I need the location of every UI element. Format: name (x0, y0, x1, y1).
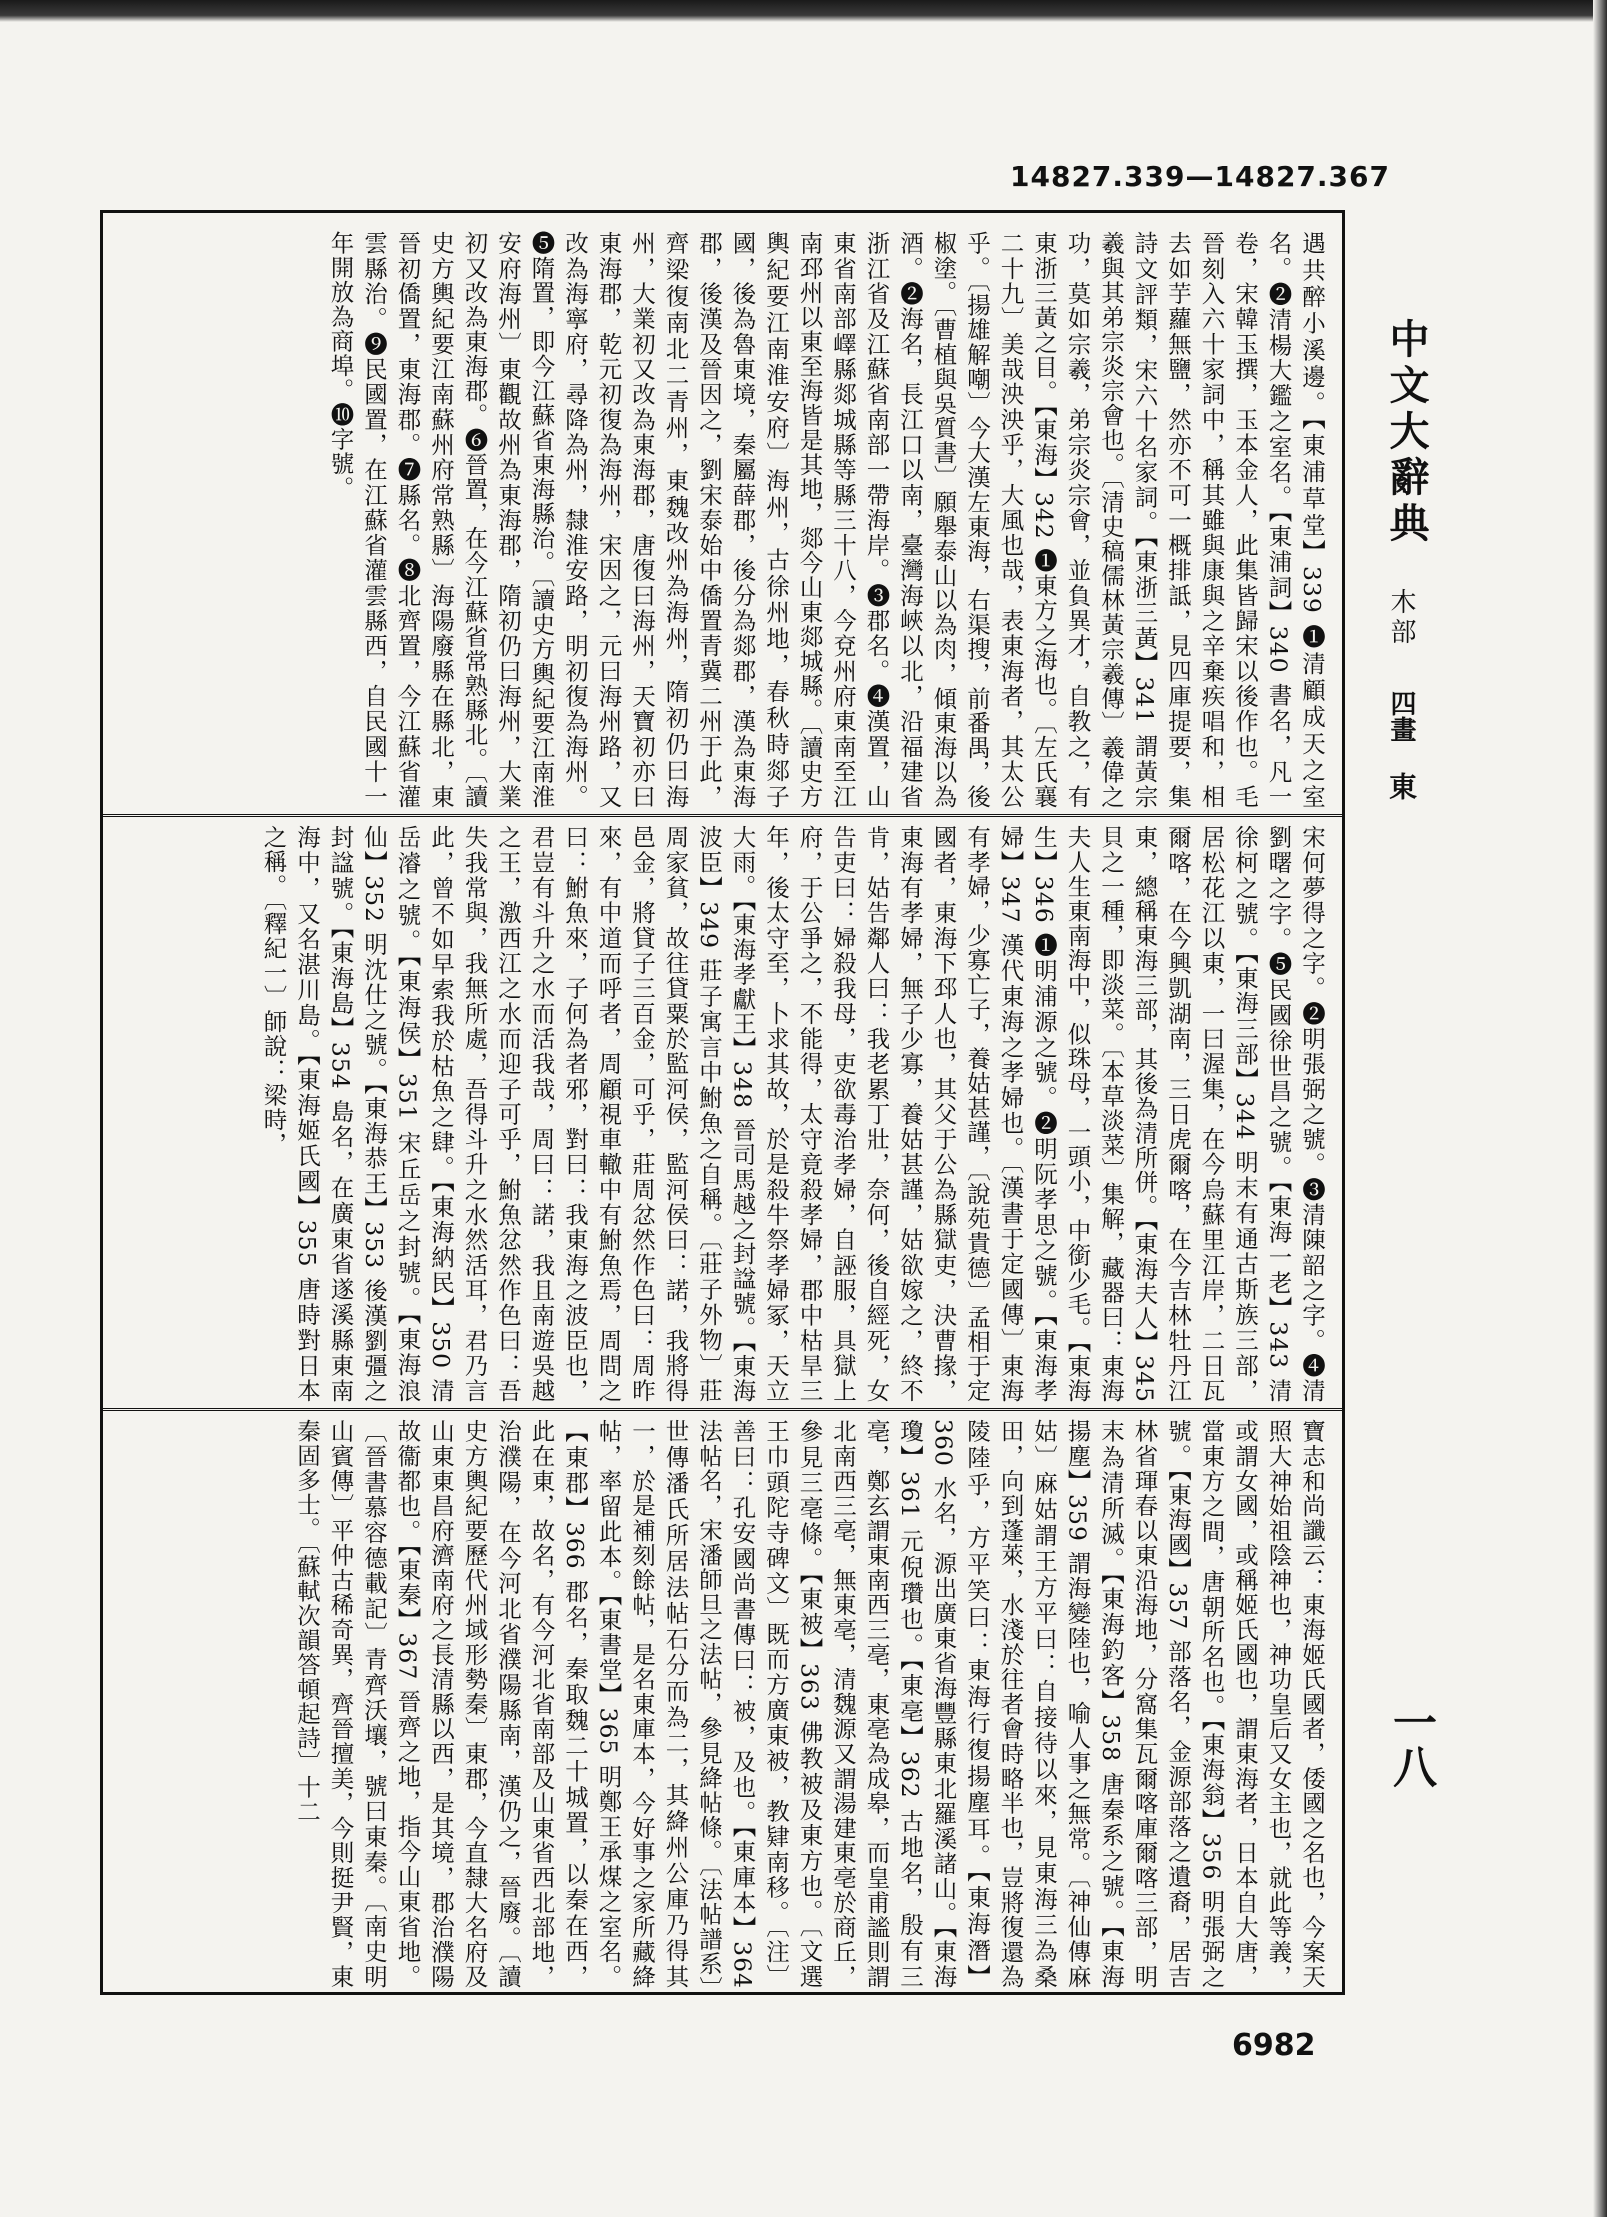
scan-edge-right (1593, 0, 1607, 2217)
book-title: 中文大辭典 (1383, 318, 1430, 548)
band-divider (103, 1408, 1342, 1411)
text-band-bottom: 寶志和尚讖云：東海姬氏國者，倭國之名也，今案天照大神始祖陰神也，神功皇后又女主也，就此等義，或謂女國，或稱姬氏國也，謂東海者，日本自大唐，當東方之間，唐朝所名也。【東海翁】356 明張弼之號。【東海國】357 部落名，金源部落之遺裔，居吉林省琿春以東沿海地，分窩集瓦爾喀庫爾喀三部，明末為清所滅。【東海釣客】358 唐秦系之號。【東海揚塵】359 謂海變陸也，喻人事之無常。〔神仙傳麻姑〕麻姑謂王方平曰：自接待以來，見東海三為桑田，向到蓬萊，水淺於往者會時略半也，豈將復還為陵陸乎，方平笑曰：東海行復揚塵耳。【東海潛】360 水名，源出廣東省海豐縣東北羅溪諸山。【東海瓊】361 元倪瓚也。【東亳】362 古地名，殷有三亳，鄭玄謂東南西三亳，東亳為成皋，而皇甫謐則謂北南西三亳，無東亳，清魏源又謂湯建東亳於商丘，參見三亳條。【東被】363 佛教被及東方也。〔文選王巾頭陀寺碑文〕既而方廣東被，教肄南移。〔注〕善曰：孔安國尚書傳曰：被，及也。【東庫本】364 法帖名，宋潘師旦之法帖，參見絳帖條。〔法帖譜系〕世傳潘氏所居法帖石分而為二，其絳州公庫乃得其一，於是補刻餘帖，是名東庫本，今好事之家所藏絳帖，率留此本。【東書堂】365 明鄭王承煤之室名。【東郡】366 郡名，秦取魏二十城置，以秦在西，此在東，故名，有今河北省南部及山東省西北部地，治濮陽，在今河北省濮陽縣南，漢仍之，晉廢。〔讀史方輿紀要歷代州域形勢秦〕東郡，今直隸大名府及山東東昌府濟南府之長清縣以西，是其境，郡治濮陽故衞都也。【東秦】367 晉齊之地，指今山東省地。〔晉書慕容德載記〕青齊沃壤，號曰東秦。〔南史明山賓傳〕平仲古稀奇異，齊晉擅美，今則挺尹賢，東秦固多士。〔蘇軾次韻答頓起詩〕十二 (293, 1419, 1326, 1989)
band-divider (103, 814, 1342, 817)
head-character: 東 (1385, 772, 1418, 800)
text-band-top: 遇共醉小溪邊。【東浦草堂】339 ❶清顧成天之室名。❷清楊大鑑之室名。【東浦詞】340 書名，凡一卷，宋韓玉撰，玉本金人，此集皆歸宋以後作也。毛晉刻入六十家詞中，稱其雖與康與之辛棄疾唱和，相去如芋蘿無鹽，然亦不可一概排詆，見四庫提要，集詩文評類，宋六十名家詞。【東浙三黃】341 謂黃宗羲與其弟宗炎宗會也。〔清史稿儒林黃宗羲傳〕羲偉之功，莫如宗羲，弟宗炎宗會，並負異才，自教之，有東浙三黃之目。【東海】342 ❶東方之海也。〔左氏襄二十九〕美哉泱泱乎，大風也哉，表東海者，其太公乎。〔揚雄解嘲〕今大漢左東海，右渠搜，前番禺，後椒塗。〔曹植與吳質書〕願舉泰山以為肉，傾東海以為酒。❷海名，長江口以南，臺灣海峽以北，沿福建省浙江省及江蘇省南部一帶海岸。❸郡名。❹漢置，山東省南部嶧縣郯城縣等縣三十八，今兗州府東南至江南邳州以東至海皆是其地，郯今山東郯城縣。〔讀史方輿紀要江南淮安府〕海州，古徐州地，春秋時郯子國，後為魯東境，秦屬薛郡，後分為郯郡，漢為東海郡，後漢及晉因之，劉宋泰始中僑置青冀二州于此，齊梁復南北二青州，東魏改州為海州，隋初仍曰海州，大業初又改為東海郡，唐復曰海州，天寶初亦曰東海郡，乾元初復為海州，宋因之，元曰海州路，又改為海寧府，尋降為州，隸淮安路，明初復為海州。❺隋置，即今江蘇省東海縣治。〔讀史方輿紀要江南淮安府海州〕東觀故州為東海郡，隋初仍曰海州，大業初又改為東海郡。❻晉置，在今江蘇省常熟縣北。〔讀史方輿紀要江南蘇州府常熟縣〕海陽廢縣在縣北，東晉初僑置，東海郡。❼縣名。❽北齊置，今江蘇省灌雲縣治。❾民國置，在江蘇省灌雲縣西，自民國十一年開放為商埠。❿字號。 (326, 231, 1326, 809)
dictionary-frame (100, 210, 1345, 1995)
page-number: 6982 (1232, 2028, 1316, 2063)
page-column-number: 一八 (1385, 1700, 1436, 1788)
scan-edge-top (0, 0, 1607, 22)
radical-label: 木部 (1386, 588, 1416, 648)
entry-range-header: 14827.339—14827.367 (1010, 160, 1390, 193)
text-band-middle: 宋何夢得之字。❷明張弼之號。❸清陳韶之字。❹清劉曙之字。❺民國徐世昌之號。【東海一老】343 清徐柯之號。【東海三部】344 明末有通古斯族三部，居松花江以東，一曰渥集，在今烏蘇里江岸，二日瓦爾喀，在今興凱湖南，三日虎爾喀，在今吉林牡丹江東，總稱東海三部，其後為清所併。【東海夫人】345 貝之一種，即淡菜。〔本草淡菜〕集解，藏器曰：東海夫人生東南海中，似珠母，一頭小，中銜少毛。【東海生】346 ❶明浦源之號。❷明阮孝思之號。【東海孝婦】347 漢代東海之孝婦也。〔漢書于定國傳〕東海有孝婦，少寡亡子，養姑甚謹，〔說苑貴德〕孟相于定國者，東海下邳人也，其父于公為縣獄吏，決曹掾，東海有孝婦，無子少寡，養姑甚謹，姑欲嫁之，終不肯，姑告鄰人曰：我老累丁壯，奈何，後自經死，女告吏曰：婦殺我母，吏欲毒治孝婦，自誣服，具獄上府，于公爭之，不能得，太守竟殺孝婦，郡中枯旱三年，後太守至，卜求其故，於是殺牛祭孝婦冢，天立大雨。【東海孝獻王】348 晉司馬越之封諡號。【東海波臣】349 莊子寓言中鮒魚之自稱。〔莊子外物〕莊周家貧，故往貸粟於監河侯，監河侯曰：諾，我將得邑金，將貸子三百金，可乎，莊周忿然作色曰：周昨來，有中道而呼者，周顧視車轍中有鮒魚焉，周問之曰：鮒魚來，子何為者邪，對曰：我東海之波臣也，君豈有斗升之水而活我哉，周曰：諾，我且南遊吳越之王，激西江之水而迎子可乎，鮒魚忿然作色曰：吾失我常與，我無所處，吾得斗升之水然活耳，君乃言此，曾不如早索我於枯魚之肆。【東海納民】350 清岳濬之號。【東海侯】351 宋丘岳之封號。【東海浪仙】352 明沈仕之號。【東海恭王】353 後漢劉彊之封諡號。【東海島】354 島名，在廣東省遂溪縣東南海中，又名湛川島。【東海姬氏國】355 唐時對日本之稱。〔釋紀一〕師說：梁時， (259, 825, 1326, 1403)
stroke-count-label: 四畫 (1386, 690, 1416, 742)
